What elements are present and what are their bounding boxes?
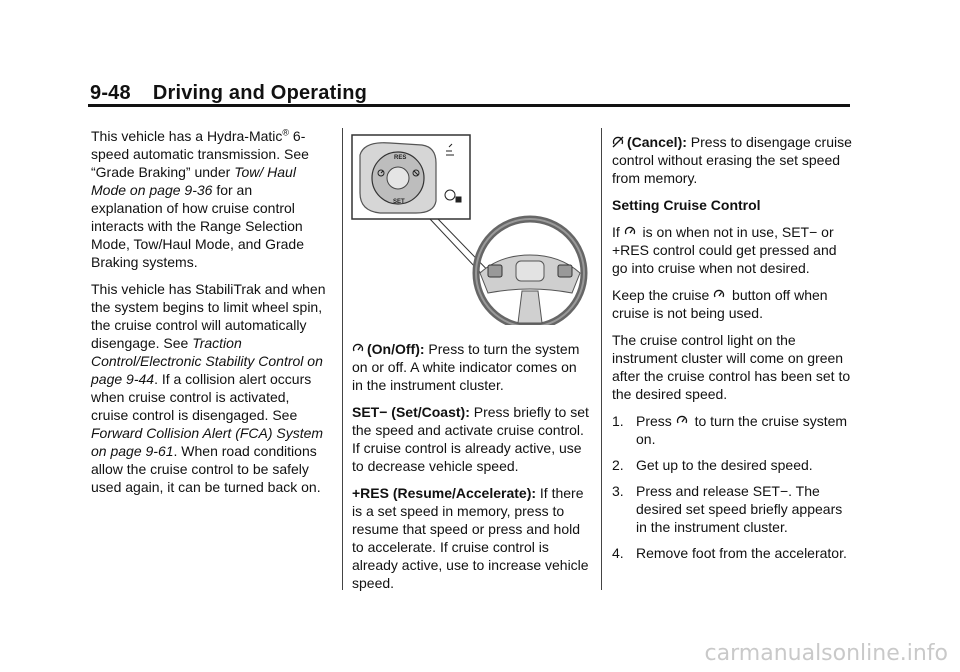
step-number: 1. <box>612 413 624 429</box>
cruise-control-icon <box>624 226 636 238</box>
text: . If a collision alert occurs when cruise control is activated, cruise control is disengaged. See <box>91 371 312 423</box>
cruise-control-icon <box>676 415 688 427</box>
column-divider-right <box>601 128 602 590</box>
cruise-control-icon <box>713 289 725 301</box>
onoff-label: (On/Off): <box>367 341 425 357</box>
stabilitrak-paragraph <box>91 280 327 496</box>
steering-wheel <box>476 219 584 325</box>
forward-collision-link[interactable]: Forward Collision Alert (FCA) System on page 9-61 <box>91 425 324 459</box>
cruise-cancel-icon <box>612 136 624 148</box>
onoff-paragraph <box>352 340 590 394</box>
if-paragraph <box>612 223 852 277</box>
steering-wheel-illustration <box>350 133 590 325</box>
text: If there is a set speed in memory, press to resume that speed or press and hold to accelerate. If cruise control is already active, use to increase vehicle speed. <box>352 485 589 591</box>
text: . When road conditions allow the cruise control to be safely used again, it can be turned back on. <box>91 443 321 495</box>
light-paragraph: The cruise control light on the instrument cluster will come on green after the cruise control has been set to the desired speed. <box>612 332 851 402</box>
list-item <box>612 412 852 448</box>
keep-paragraph <box>612 286 852 322</box>
header-rule <box>88 104 850 107</box>
column-3 <box>612 133 852 570</box>
text: Press to disengage cruise control without erasing the set speed from memory. <box>612 134 852 186</box>
registered-mark: ® <box>282 127 290 138</box>
tow-haul-link[interactable]: Tow/ Haul Mode on page 9-36 <box>91 164 296 198</box>
list-item <box>612 544 852 562</box>
cruise-control-icon <box>352 343 364 355</box>
column-divider-left <box>342 128 343 590</box>
text: to turn the cruise system on. <box>636 413 848 447</box>
list-item <box>612 456 852 474</box>
res-label: RES <box>394 155 407 161</box>
watermark: carmanualsonline.info <box>704 641 948 666</box>
cancel-paragraph <box>612 133 852 187</box>
list-item <box>612 482 852 536</box>
column-1 <box>91 127 327 505</box>
text: for an explanation of how cruise control interacts with the Range Selection Mode, Tow/Haul Mode, and Grade Braking systems. <box>91 182 304 270</box>
page-header <box>90 82 367 105</box>
text: If <box>612 224 624 240</box>
text: Remove foot from the accelerator. <box>636 545 847 561</box>
column-2 <box>352 340 590 601</box>
set-paragraph <box>352 403 590 475</box>
text: Press and release SET−. The desired set speed briefly appears in the instrument cluster. <box>636 483 843 535</box>
steps-list <box>612 412 852 562</box>
text: Press to turn the system on or off. A white indicator comes on in the instrument cluster. <box>352 341 580 393</box>
cancel-label: (Cancel): <box>627 134 687 150</box>
steering-wheel-figure <box>350 133 590 325</box>
res-paragraph <box>352 484 590 592</box>
step-number: 2. <box>612 457 624 473</box>
control-center <box>387 167 409 189</box>
text: Get up to the desired speed. <box>636 457 813 473</box>
text: This vehicle has a Hydra-Matic <box>91 128 283 144</box>
set-label: SET− (Set/Coast): <box>352 404 470 420</box>
setting-cruise-heading: Setting Cruise Control <box>612 197 761 213</box>
set-label: SET <box>393 199 405 205</box>
text: is on when not in use, SET− or +RES control could get pressed and go into cruise when not desired. <box>612 224 837 276</box>
section-title: Driving and Operating <box>152 82 368 104</box>
text: This vehicle has StabiliTrak and when the system begins to limit wheel spin, the cruise control will automatically disengage. See <box>91 281 326 351</box>
text: Keep the cruise <box>612 287 714 303</box>
step-number: 4. <box>612 545 624 561</box>
transmission-paragraph <box>91 127 327 271</box>
traction-control-link[interactable]: Traction Control/Electronic Stability Control on page 9-44 <box>91 335 323 387</box>
page-number: 9-48 <box>90 82 131 104</box>
step-number: 3. <box>612 483 624 499</box>
text: Press <box>636 413 676 429</box>
res-label: +RES (Resume/Accelerate): <box>352 485 537 501</box>
text: 6-speed automatic transmission. See “Grade Braking” under <box>91 128 309 180</box>
text: button off when cruise is not being used. <box>612 287 828 321</box>
text: Press briefly to set the speed and activate cruise control. If cruise control is already active, use to decrease vehicle speed. <box>352 404 589 474</box>
